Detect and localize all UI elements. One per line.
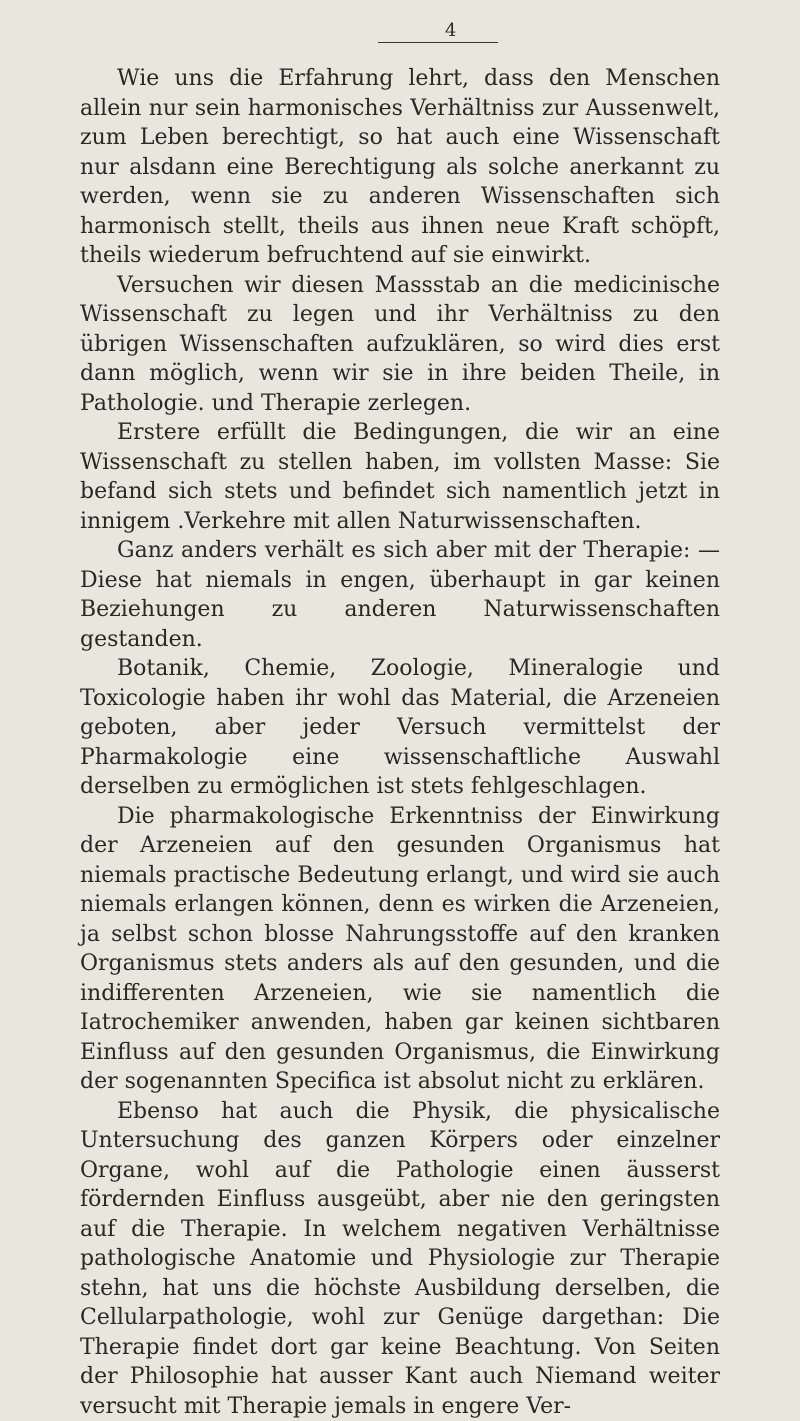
page-number: 4 (445, 20, 456, 41)
paragraph: Ebenso hat auch die Physik, die physicalische Untersuchung des ganzen Körpers oder einzelner Organe, wohl auf die Pathologie einen äusserst fördernden Einfluss ausgeübt, aber nie den geringsten auf die Therapie. In welchem negativen Verhältnisse pathologische Anatomie und Physiologie zur Therapie stehn, hat uns die höchste Ausbildung derselben, die Cellularpathologie, wohl zur Genüge dargethan: Die Therapie findet dort gar keine Beachtung. Von Seiten der Philosophie hat ausser Kant auch Niemand weiter versucht mit Therapie jemals in engere Ver- (80, 1097, 720, 1421)
page-header (0, 12, 800, 48)
body-text (80, 64, 720, 1421)
paragraph: Ganz anders verhält es sich aber mit der Therapie: — Diese hat niemals in engen, überhaupt in gar keinen Beziehungen zu anderen Naturwissenschaften gestanden. (80, 536, 720, 654)
paragraph: Erstere erfüllt die Bedingungen, die wir an eine Wissenschaft zu stellen haben, im vollsten Masse: Sie befand sich stets und befindet sich namentlich jetzt in innigem .Verkehre mit allen Naturwissenschaften. (80, 418, 720, 536)
paragraph: Die pharmakologische Erkenntniss der Einwirkung der Arzeneien auf den gesunden Organismus hat niemals practische Bedeutung erlangt, und wird sie auch niemals erlangen können, denn es wirken die Arzeneien, ja selbst schon blosse Nahrungsstoffe auf den kranken Organismus stets anders als auf den gesunden, und die indifferenten Arzeneien, wie sie namentlich die Iatrochemiker anwenden, haben gar keinen sichtbaren Einfluss auf den gesunden Organismus, die Einwirkung der sogenannten Specifica ist absolut nicht zu erklären. (80, 802, 720, 1097)
paragraph: Versuchen wir diesen Massstab an die medicinische Wissenschaft zu legen und ihr Verhältniss zu den übrigen Wissenschaften aufzuklären, so wird dies erst dann möglich, wenn wir sie in ihre beiden Theile, in Pathologie. und Therapie zerlegen. (80, 271, 720, 419)
header-rule (378, 42, 498, 43)
paragraph: Wie uns die Erfahrung lehrt, dass den Menschen allein nur sein harmonisches Verhältniss zur Aussenwelt, zum Leben berechtigt, so hat auch eine Wissenschaft nur alsdann eine Berechtigung als solche anerkannt zu werden, wenn sie zu anderen Wissenschaften sich harmonisch stellt, theils aus ihnen neue Kraft schöpft, theils wiederum befruchtend auf sie einwirkt. (80, 64, 720, 271)
paragraph: Botanik, Chemie, Zoologie, Mineralogie und Toxicologie haben ihr wohl das Material, die Arzeneien geboten, aber jeder Versuch vermittelst der Pharmakologie eine wissenschaftliche Auswahl derselben zu ermöglichen ist stets fehlgeschlagen. (80, 654, 720, 802)
